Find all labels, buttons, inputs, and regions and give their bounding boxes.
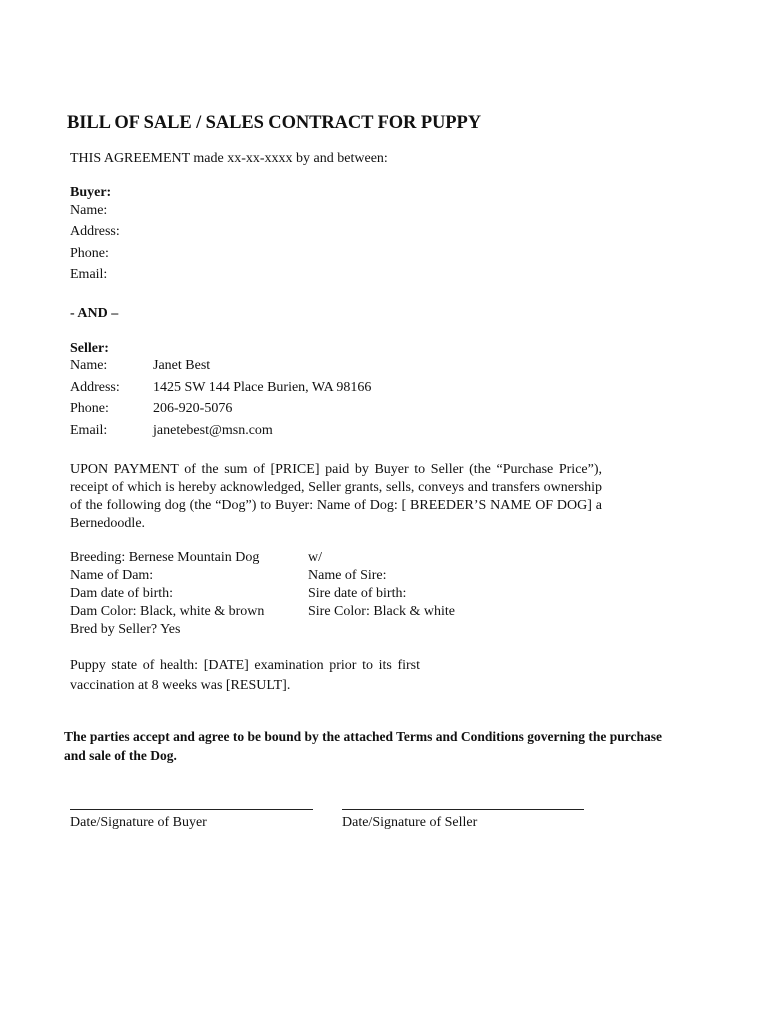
payment-paragraph: UPON PAYMENT of the sum of [PRICE] paid by Buyer to Seller (the “Purchase Price”), receipt of which is hereby acknowledged, Seller grants, sells, conveys and transfers ownership of the following dog (the “Dog”) to Buyer: Name of Dog: [ BREEDER’S NAME OF DOG] a Bernedoodle. <box>70 462 602 531</box>
buyer-email-label: Email: <box>70 267 108 282</box>
seller-signature-label: Date/Signature of Seller <box>342 815 478 830</box>
seller-signature-line <box>342 809 584 810</box>
seller-address-row <box>70 380 372 396</box>
seller-email-row <box>70 423 273 439</box>
breeding-line: Breeding: Bernese Mountain Dog <box>70 550 260 565</box>
buyer-phone-label: Phone: <box>70 246 109 261</box>
seller-name-value: Janet Best <box>153 358 211 373</box>
seller-address-label: Address: <box>70 380 120 395</box>
dam-name-line: Name of Dam: <box>70 568 154 583</box>
seller-name-label: Name: <box>70 358 108 373</box>
seller-phone-row <box>70 401 233 417</box>
with-line: w/ <box>308 550 322 565</box>
seller-phone-value: 206-920-5076 <box>153 401 233 416</box>
seller-email-value: janetebest@msn.com <box>153 423 273 438</box>
buyer-name-label: Name: <box>70 203 108 218</box>
buyer-signature-label: Date/Signature of Buyer <box>70 815 207 830</box>
seller-phone-label: Phone: <box>70 401 109 416</box>
bred-by-seller-line: Bred by Seller? Yes <box>70 622 181 637</box>
buyer-email-row <box>70 267 107 283</box>
health-paragraph: Puppy state of health: [DATE] examination prior to its first vaccination at 8 weeks was [RESULT]. <box>70 658 420 693</box>
buyer-heading: Buyer: <box>70 185 112 200</box>
sire-name-line: Name of Sire: <box>308 568 387 583</box>
sire-dob-line: Sire date of birth: <box>308 586 407 601</box>
breeding-left-column <box>70 549 264 639</box>
seller-heading: Seller: <box>70 341 109 356</box>
terms-paragraph: The parties accept and agree to be bound by the attached Terms and Conditions governing the purchase and sale of the Dog. <box>64 729 663 763</box>
seller-email-label: Email: <box>70 423 108 438</box>
buyer-address-row <box>70 224 120 240</box>
buyer-signature-line <box>70 809 313 810</box>
seller-address-value: 1425 SW 144 Place Burien, WA 98166 <box>153 380 372 395</box>
document-title: BILL OF SALE / SALES CONTRACT FOR PUPPY <box>67 113 481 133</box>
seller-name-row <box>70 358 211 374</box>
breeding-right-column <box>308 549 455 621</box>
dam-color-line: Dam Color: Black, white & brown <box>70 604 265 619</box>
and-separator: - AND – <box>70 306 119 321</box>
buyer-address-label: Address: <box>70 224 120 239</box>
agreement-intro: THIS AGREEMENT made xx-xx-xxxx by and between: <box>70 151 388 166</box>
buyer-phone-row <box>70 246 109 262</box>
sire-color-line: Sire Color: Black & white <box>308 604 455 619</box>
dam-dob-line: Dam date of birth: <box>70 586 174 601</box>
buyer-name-row <box>70 203 107 219</box>
